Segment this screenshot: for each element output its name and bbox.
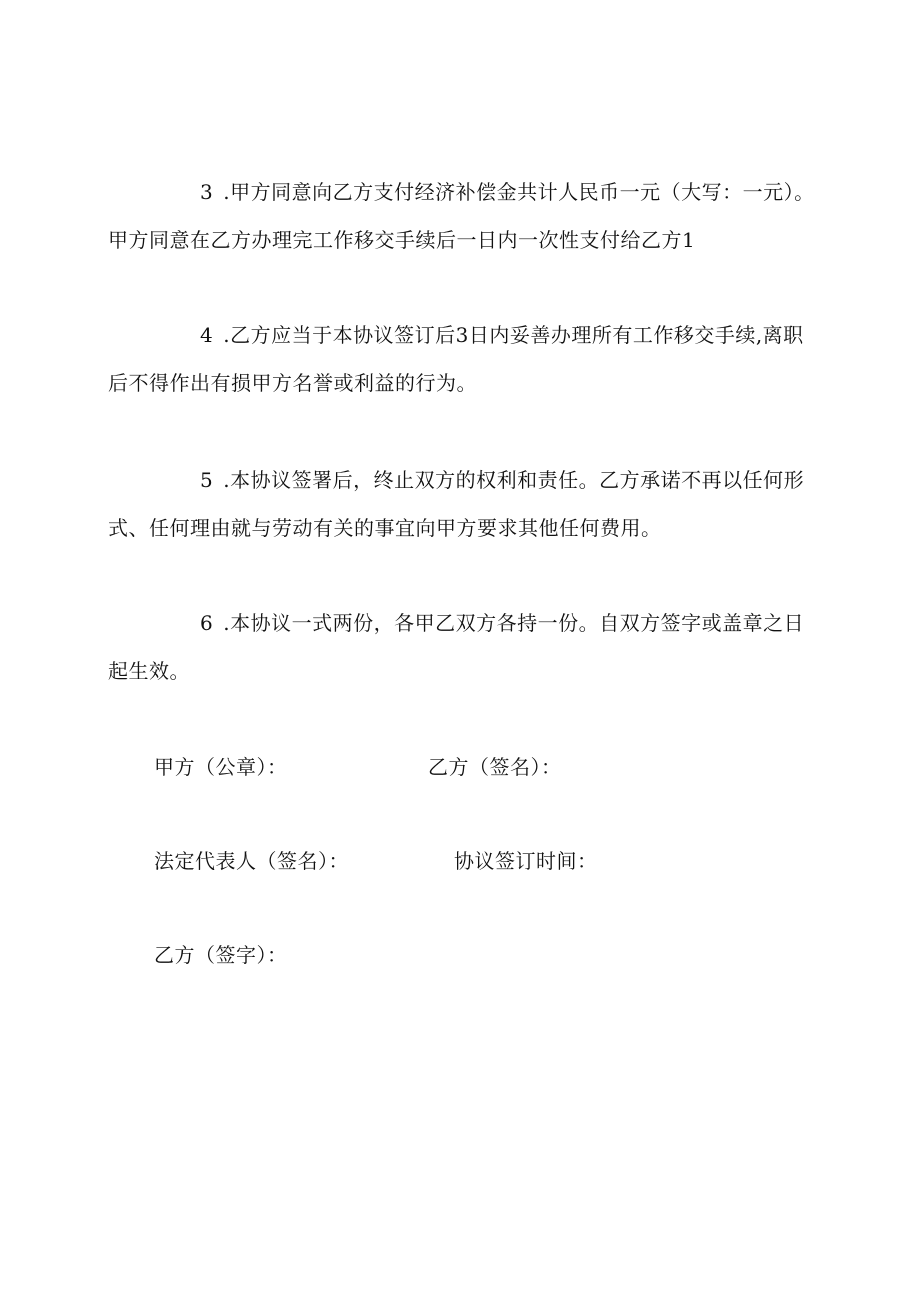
clause-number: 5 (200, 468, 214, 492)
legal-rep-sign-label: 法定代表人（签名）： (154, 849, 349, 873)
party-b-signature-label: 乙方（签字）： (154, 943, 288, 967)
clause-3 (108, 168, 820, 264)
clause-6 (108, 599, 820, 695)
clause-text: .本协议签署后，终止双方的权利和责任。乙方承诺不再以任何形式、任何理由就与劳动有关的事宜向甲方要求其他任何费用。 (108, 468, 805, 540)
clause-5 (108, 456, 820, 552)
clause-number: 6 (200, 611, 214, 635)
clause-text: .乙方应当于本协议签订后3日内妥善办理所有工作移交手续,离职后不得作出有损甲方名誉或利益的行为。 (108, 323, 804, 395)
clause-number: 4 (200, 323, 214, 347)
party-b-sign-label: 乙方（签名）： (428, 755, 562, 779)
clause-number: 3 (200, 180, 214, 204)
party-a-seal-label: 甲方（公章）： (154, 755, 288, 779)
sign-date-label: 协议签订时间： (454, 849, 598, 873)
clause-text: .本协议一式两份，各甲乙双方各持一份。自双方签字或盖章之日起生效。 (108, 611, 805, 683)
clause-4 (108, 311, 820, 407)
clause-text: .甲方同意向乙方支付经济补偿金共计人民币一元（大写：一元）。甲方同意在乙方办理完工作移交手续后一日内一次性支付给乙方1 (108, 180, 815, 252)
